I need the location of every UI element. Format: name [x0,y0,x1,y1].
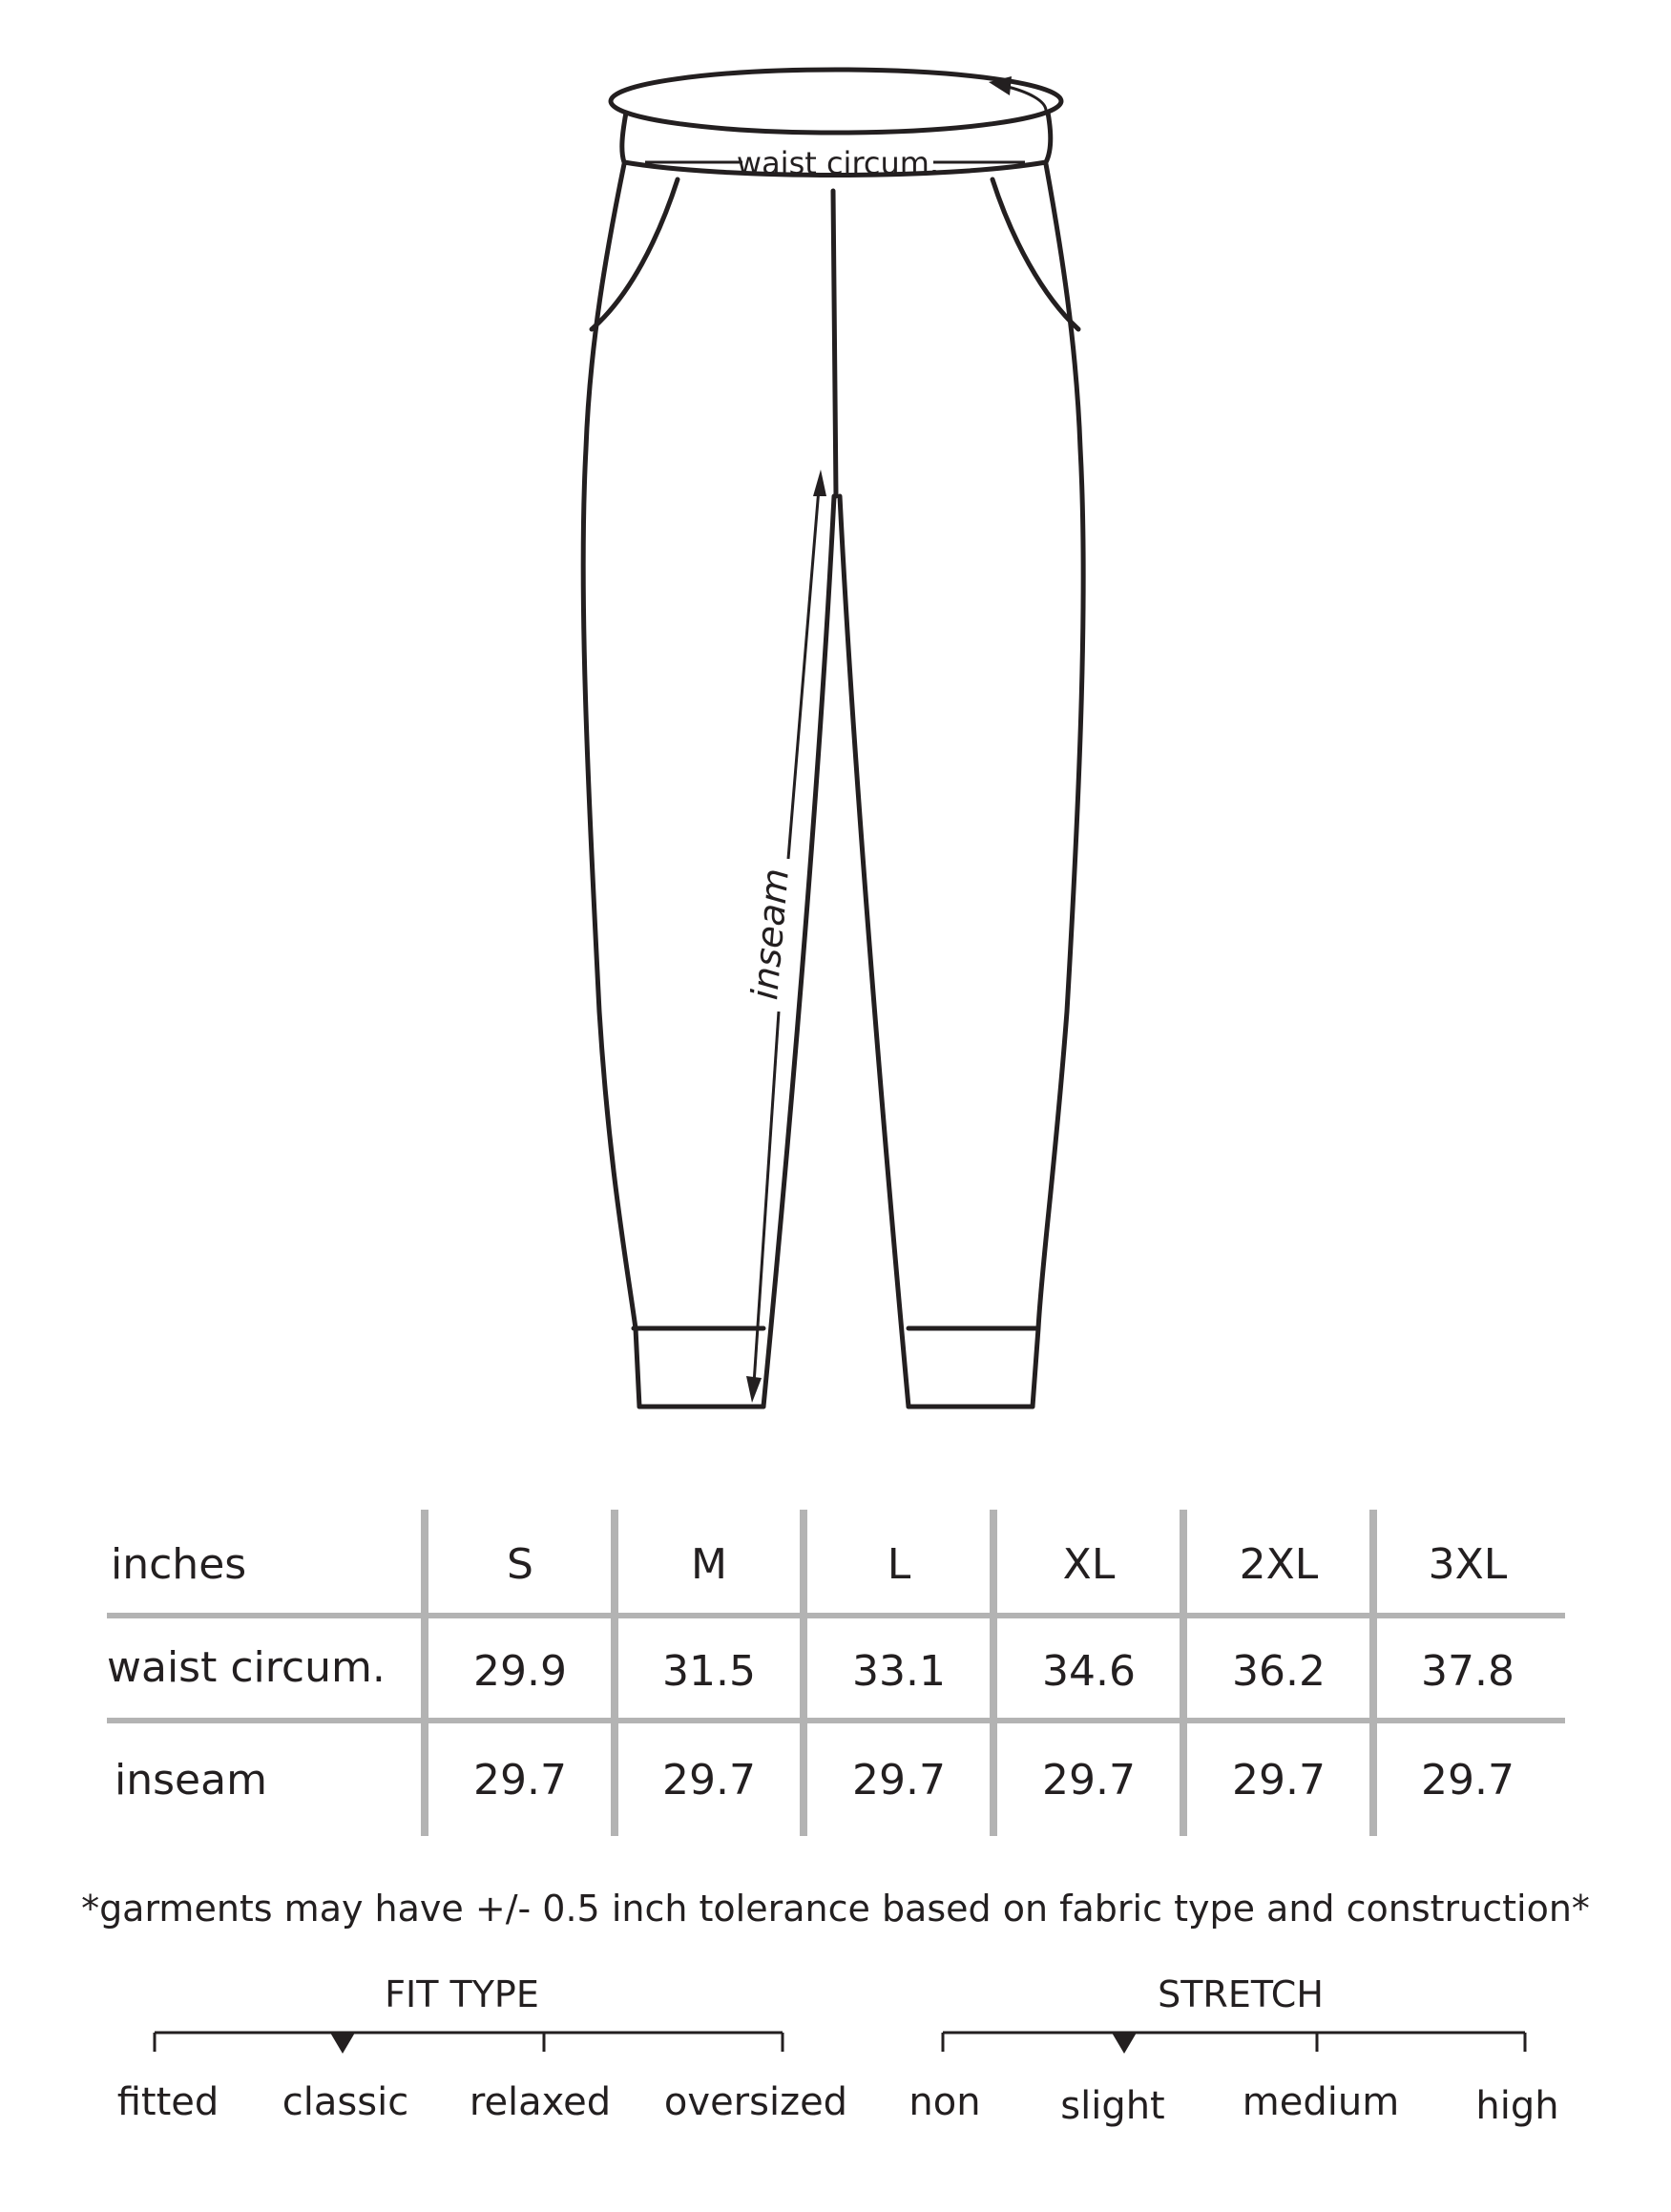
column-divider [990,1510,997,1836]
inseam-label: inseam [743,866,797,1002]
inseam-l: 29.7 [852,1756,946,1805]
fit-type-marker-icon [330,2033,355,2054]
row-label-inseam: inseam [115,1756,267,1805]
fit-option-fitted: fitted [116,2080,219,2124]
size-header-2xl: 2XL [1239,1540,1319,1589]
stretch-option-slight: slight [1060,2084,1165,2128]
size-header-3xl: 3XL [1428,1540,1508,1589]
right-outer-seam [1033,164,1083,1407]
waist-s: 29.9 [473,1647,567,1696]
fit-option-oversized: oversized [663,2080,848,2124]
size-header-l: L [887,1540,911,1589]
size-header-xl: XL [1062,1540,1116,1589]
waist-l: 33.1 [852,1647,946,1696]
inseam-arrow-bottom-icon [746,1376,762,1403]
row-label-waist: waist circum. [107,1643,386,1692]
stretch-option-non: non [909,2080,981,2124]
fit-type-title: FIT TYPE [385,1973,539,2015]
right-inner-seam [840,496,909,1407]
inseam-m: 29.7 [662,1756,756,1805]
column-divider [421,1510,428,1836]
size-header-s: S [507,1540,533,1589]
unit-header: inches [111,1540,247,1589]
stretch-option-high: high [1475,2084,1559,2128]
fit-option-relaxed: relaxed [469,2080,612,2124]
stretch-marker-icon [1112,2033,1137,2054]
stretch-scale [933,2023,1544,2061]
waist-xl: 34.6 [1042,1647,1136,1696]
inseam-2xl: 29.7 [1232,1756,1326,1805]
column-divider [611,1510,618,1836]
fit-type-scale [143,2023,792,2061]
right-pocket [992,179,1078,329]
column-divider [1369,1510,1377,1836]
inseam-arrow-top-icon [813,470,826,496]
inseam-s: 29.7 [473,1756,567,1805]
inseam-3xl: 29.7 [1421,1756,1514,1805]
row-divider [107,1718,1565,1723]
left-pocket [592,179,678,329]
fit-option-classic: classic [282,2080,409,2124]
waist-3xl: 37.8 [1421,1647,1514,1696]
column-divider [1180,1510,1187,1836]
waist-m: 31.5 [662,1647,756,1696]
left-outer-seam [583,164,639,1407]
waistband-top [611,70,1061,133]
stretch-title: STRETCH [1158,1973,1324,2015]
stretch-option-medium: medium [1242,2080,1400,2124]
row-divider [107,1613,1565,1618]
tolerance-note: *garments may have +/- 0.5 inch tolerance based on fabric type and construction* [81,1888,1590,1930]
inseam-line-bottom [754,1012,779,1384]
center-seam [833,191,836,496]
waist-label: waist circum. [736,145,940,181]
waist-2xl: 36.2 [1232,1647,1326,1696]
inseam-xl: 29.7 [1042,1756,1136,1805]
size-header-m: M [691,1540,727,1589]
column-divider [800,1510,807,1836]
